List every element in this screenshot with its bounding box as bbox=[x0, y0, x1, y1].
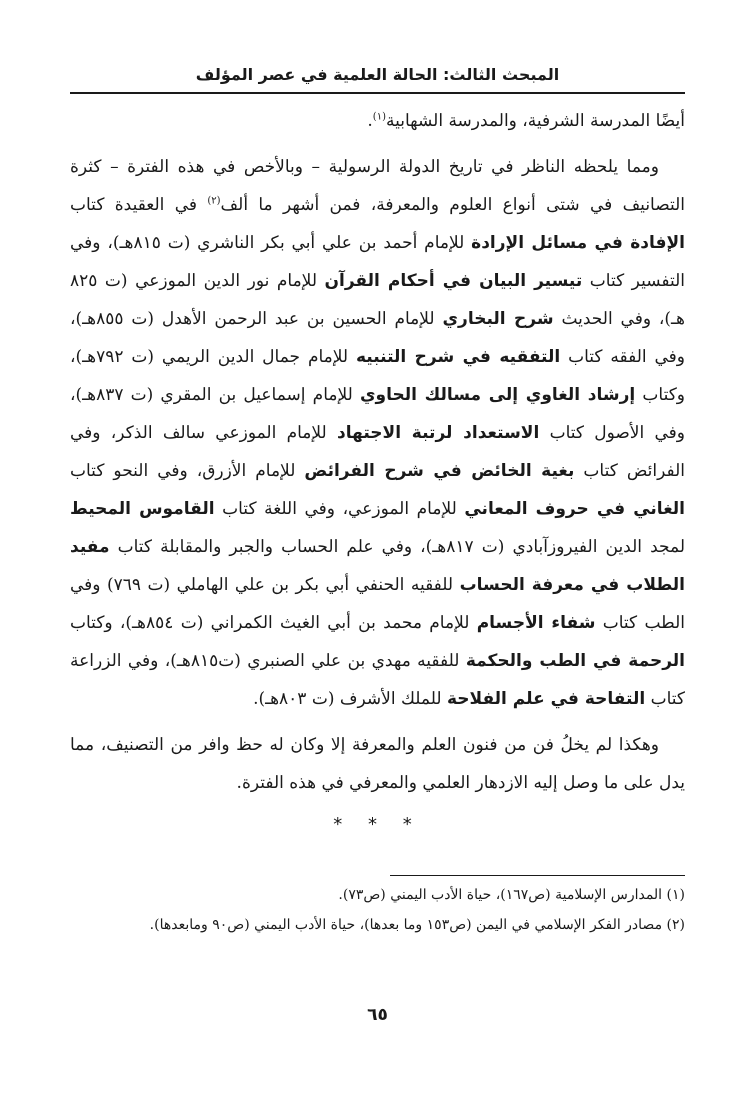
text-run: للإمام جمال الدين الريمي (ت ٧٩٢هـ)، وكتاب bbox=[70, 347, 685, 405]
footnote-1 bbox=[70, 880, 685, 910]
footnote-text: المدارس الإسلامية (ص١٦٧)، حياة الأدب اليمني (ص٧٣). bbox=[338, 887, 663, 903]
text-run: للإمام الموزعي سالف الذكر، وفي الفرائض كتاب bbox=[70, 423, 685, 481]
page-number: ٦٥ bbox=[367, 1005, 388, 1025]
text-run: للإمام الموزعي، وفي اللغة كتاب bbox=[214, 499, 465, 519]
book-title: شفاء الأجسام bbox=[476, 613, 596, 633]
footnote-ref-2[interactable]: (٢) bbox=[207, 195, 221, 207]
footnote-number: (١) bbox=[666, 887, 685, 903]
paragraph-works bbox=[70, 148, 685, 718]
book-title: التفاحة في علم الفلاحة bbox=[446, 689, 646, 709]
header-rule bbox=[70, 92, 685, 94]
text-run: في العقيدة كتاب bbox=[70, 195, 208, 215]
footnote-number: (٢) bbox=[666, 917, 685, 933]
footnote-2 bbox=[70, 910, 685, 940]
section-separator: * * * bbox=[333, 814, 422, 835]
book-title: مفيد الطلاب في معرفة الحساب bbox=[70, 537, 685, 595]
book-title: الرحمة في الطب والحكمة bbox=[465, 651, 685, 671]
text-run: أيضًا المدرسة الشرفية، والمدرسة الشهابية bbox=[385, 111, 685, 131]
book-title: القاموس المحيط bbox=[70, 499, 215, 519]
running-title: المبحث الثالث: الحالة العلمية في عصر المؤلف bbox=[195, 65, 560, 84]
book-title: بغية الخائض في شرح الفرائض bbox=[304, 461, 575, 481]
paragraph-continuation bbox=[70, 102, 685, 140]
text-run: للإمام نور الدين الموزعي (ت ٨٢٥ هـ)، وفي الحديث bbox=[70, 271, 685, 329]
text-run: للفقيه مهدي بن علي الصنبري (ت٨١٥هـ)، وفي الزراعة كتاب bbox=[70, 651, 685, 709]
book-title: التفقيه في شرح التنبيه bbox=[355, 347, 561, 367]
text-run: للإمام أحمد بن علي أبي بكر الناشري (ت ٨١٥هـ)، وفي التفسير كتاب bbox=[70, 233, 685, 291]
footnote-ref-1[interactable]: (١) bbox=[372, 111, 386, 123]
text-run: للإمام الحسين بن عبد الرحمن الأهدل (ت ٨٥٥هـ)، وفي الفقه كتاب bbox=[70, 309, 685, 367]
book-title: الإفادة في مسائل الإرادة bbox=[471, 233, 685, 253]
main-text bbox=[70, 102, 685, 844]
book-title: إرشاد الغاوي إلى مسالك الحاوي bbox=[359, 385, 636, 405]
text-run: للإمام محمد بن أبي الغيث الكمراني (ت ٨٥٤هـ)، وكتاب bbox=[70, 613, 477, 633]
book-title: الغاني في حروف المعاني bbox=[464, 499, 686, 519]
text-run: للإمام إسماعيل بن المقري (ت ٨٣٧هـ)، وفي الأصول كتاب bbox=[70, 385, 685, 443]
footnotes bbox=[70, 880, 685, 940]
text-run: . bbox=[367, 111, 373, 131]
book-title: الاستعداد لرتبة الاجتهاد bbox=[337, 423, 540, 443]
text-run: لمجد الدين الفيروزآبادي (ت ٨١٧هـ)، وفي علم الحساب والجبر والمقابلة كتاب bbox=[109, 537, 685, 557]
text-run: للفقيه الحنفي أبي بكر بن علي الهاملي (ت ٧٦٩) وفي الطب كتاب bbox=[70, 575, 685, 633]
text-run: للإمام الأزرق، وفي النحو كتاب bbox=[70, 461, 305, 481]
text-run: للملك الأشرف (ت ٨٠٣هـ). bbox=[253, 689, 447, 709]
book-title: تيسير البيان في أحكام القرآن bbox=[324, 271, 583, 291]
paragraph-conclusion: وهكذا لم يخلُ فن من فنون العلم والمعرفة إلا وكان له حظ وافر من التصنيف، مما يدل على ما وصل إليه الازدهار العلمي والمعرفي في هذه الفترة. bbox=[70, 735, 685, 793]
footnote-rule bbox=[390, 875, 685, 876]
footnote-text: مصادر الفكر الإسلامي في اليمن (ص١٥٣ وما بعدها)، حياة الأدب اليمني (ص٩٠ ومابعدها). bbox=[149, 917, 663, 933]
book-title: شرح البخاري bbox=[442, 309, 554, 329]
text-run: ومما يلحظه الناظر في تاريخ الدولة الرسولية – وبالأخص في هذه الفترة – كثرة التصانيف في شتى أنواع العلوم والمعرفة، فمن أشهر ما ألف bbox=[70, 157, 685, 215]
